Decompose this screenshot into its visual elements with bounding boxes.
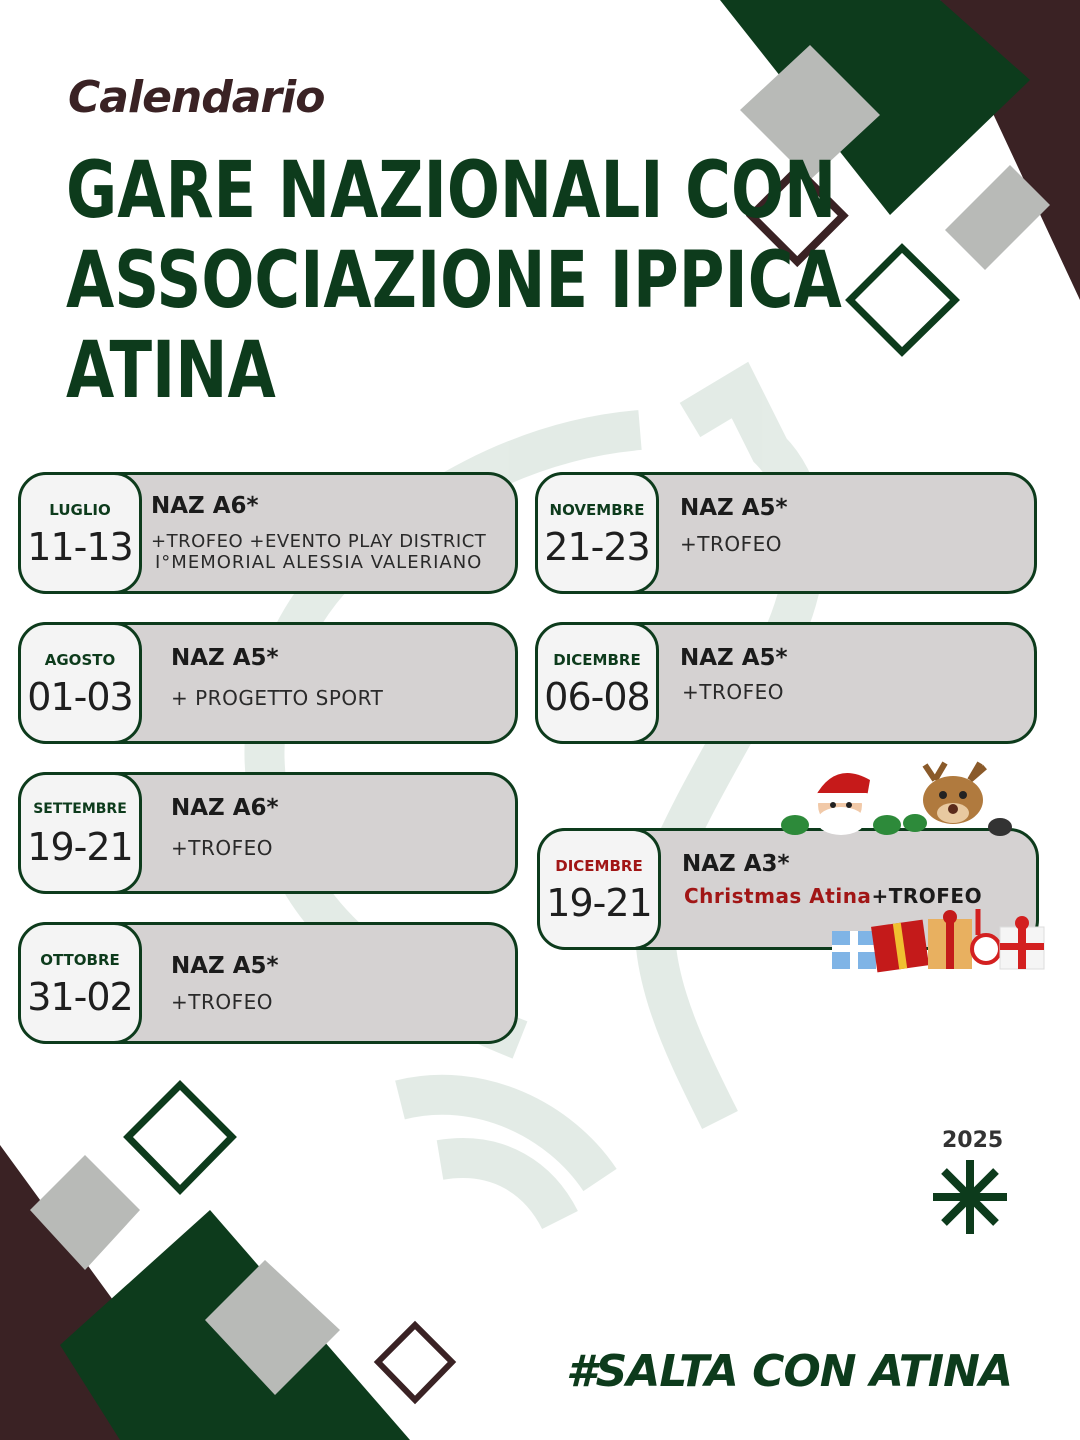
reindeer-icon (903, 763, 1012, 836)
gift-icon (1000, 916, 1044, 969)
event-month: SETTEMBRE (33, 801, 127, 817)
event-card-luglio (18, 472, 518, 594)
title-line-2: ASSOCIAZIONE IPPICA (66, 236, 842, 326)
event-extra: +TROFEO (682, 680, 784, 704)
event-card-dicembre-1 (535, 622, 1037, 744)
event-race: NAZ A5* (680, 495, 788, 521)
outline-diamond-brown-bottom (378, 1325, 452, 1400)
subtitle: Calendario (68, 72, 325, 123)
event-race: NAZ A3* (682, 851, 790, 877)
page-title (66, 146, 842, 416)
christmas-gifts (828, 905, 1050, 977)
event-month: DICEMBRE (555, 857, 643, 875)
event-card-novembre (535, 472, 1037, 594)
event-card-agosto (18, 622, 518, 744)
event-extra: +TROFEO (171, 990, 273, 1014)
title-line-3: ATINA (66, 326, 276, 416)
event-race: NAZ A5* (171, 645, 279, 671)
event-month: AGOSTO (44, 651, 116, 669)
event-race: NAZ A6* (151, 493, 259, 519)
event-days: 06-08 (544, 675, 650, 719)
year-label: 2025 (942, 1128, 1004, 1153)
event-days: 01-03 (27, 675, 133, 719)
event-extra: +TROFEO +EVENTO PLAY DISTRICT (151, 531, 487, 552)
event-days: 21-23 (544, 525, 650, 569)
trofeo-label: +TROFEO (871, 884, 983, 908)
event-days: 11-13 (27, 525, 133, 569)
date-box (18, 922, 142, 1044)
date-box (535, 622, 659, 744)
event-month: LUGLIO (49, 501, 111, 519)
event-days: 19-21 (27, 825, 133, 869)
event-race: NAZ A5* (680, 645, 788, 671)
candy-icon (972, 909, 1000, 963)
event-race: NAZ A5* (171, 953, 279, 979)
event-extra: +TROFEO (680, 532, 782, 556)
date-box (18, 622, 142, 744)
event-extra: +TROFEO (171, 836, 273, 860)
event-month: OTTOBRE (40, 951, 120, 969)
event-days: 31-02 (27, 975, 133, 1019)
event-card-ottobre (18, 922, 518, 1044)
event-card-settembre (18, 772, 518, 894)
event-extra-2: I°MEMORIAL ALESSIA VALERIANO (155, 552, 483, 573)
asterisk-icon (933, 1160, 1007, 1234)
hashtag: #SALTA CON ATINA (566, 1346, 1013, 1397)
date-box (535, 472, 659, 594)
date-box (18, 772, 142, 894)
event-month: NOVEMBRE (549, 501, 645, 519)
christmas-characters (775, 755, 1020, 840)
event-extra: + PROGETTO SPORT (171, 686, 384, 710)
gift-icon (832, 931, 876, 969)
santa-icon (781, 770, 901, 835)
event-month: DICEMBRE (553, 651, 641, 669)
outline-diamond-green-bottom (128, 1085, 232, 1190)
gift-icon (928, 910, 972, 969)
event-extra (684, 885, 982, 907)
date-box (18, 472, 142, 594)
gift-icon (871, 920, 929, 973)
title-line-1: GARE NAZIONALI CON (66, 146, 837, 236)
outline-diamond-green (850, 248, 955, 352)
christmas-label: Christmas Atina (684, 884, 872, 908)
date-box (537, 828, 661, 950)
event-days: 19-21 (546, 881, 652, 925)
event-race: NAZ A6* (171, 795, 279, 821)
